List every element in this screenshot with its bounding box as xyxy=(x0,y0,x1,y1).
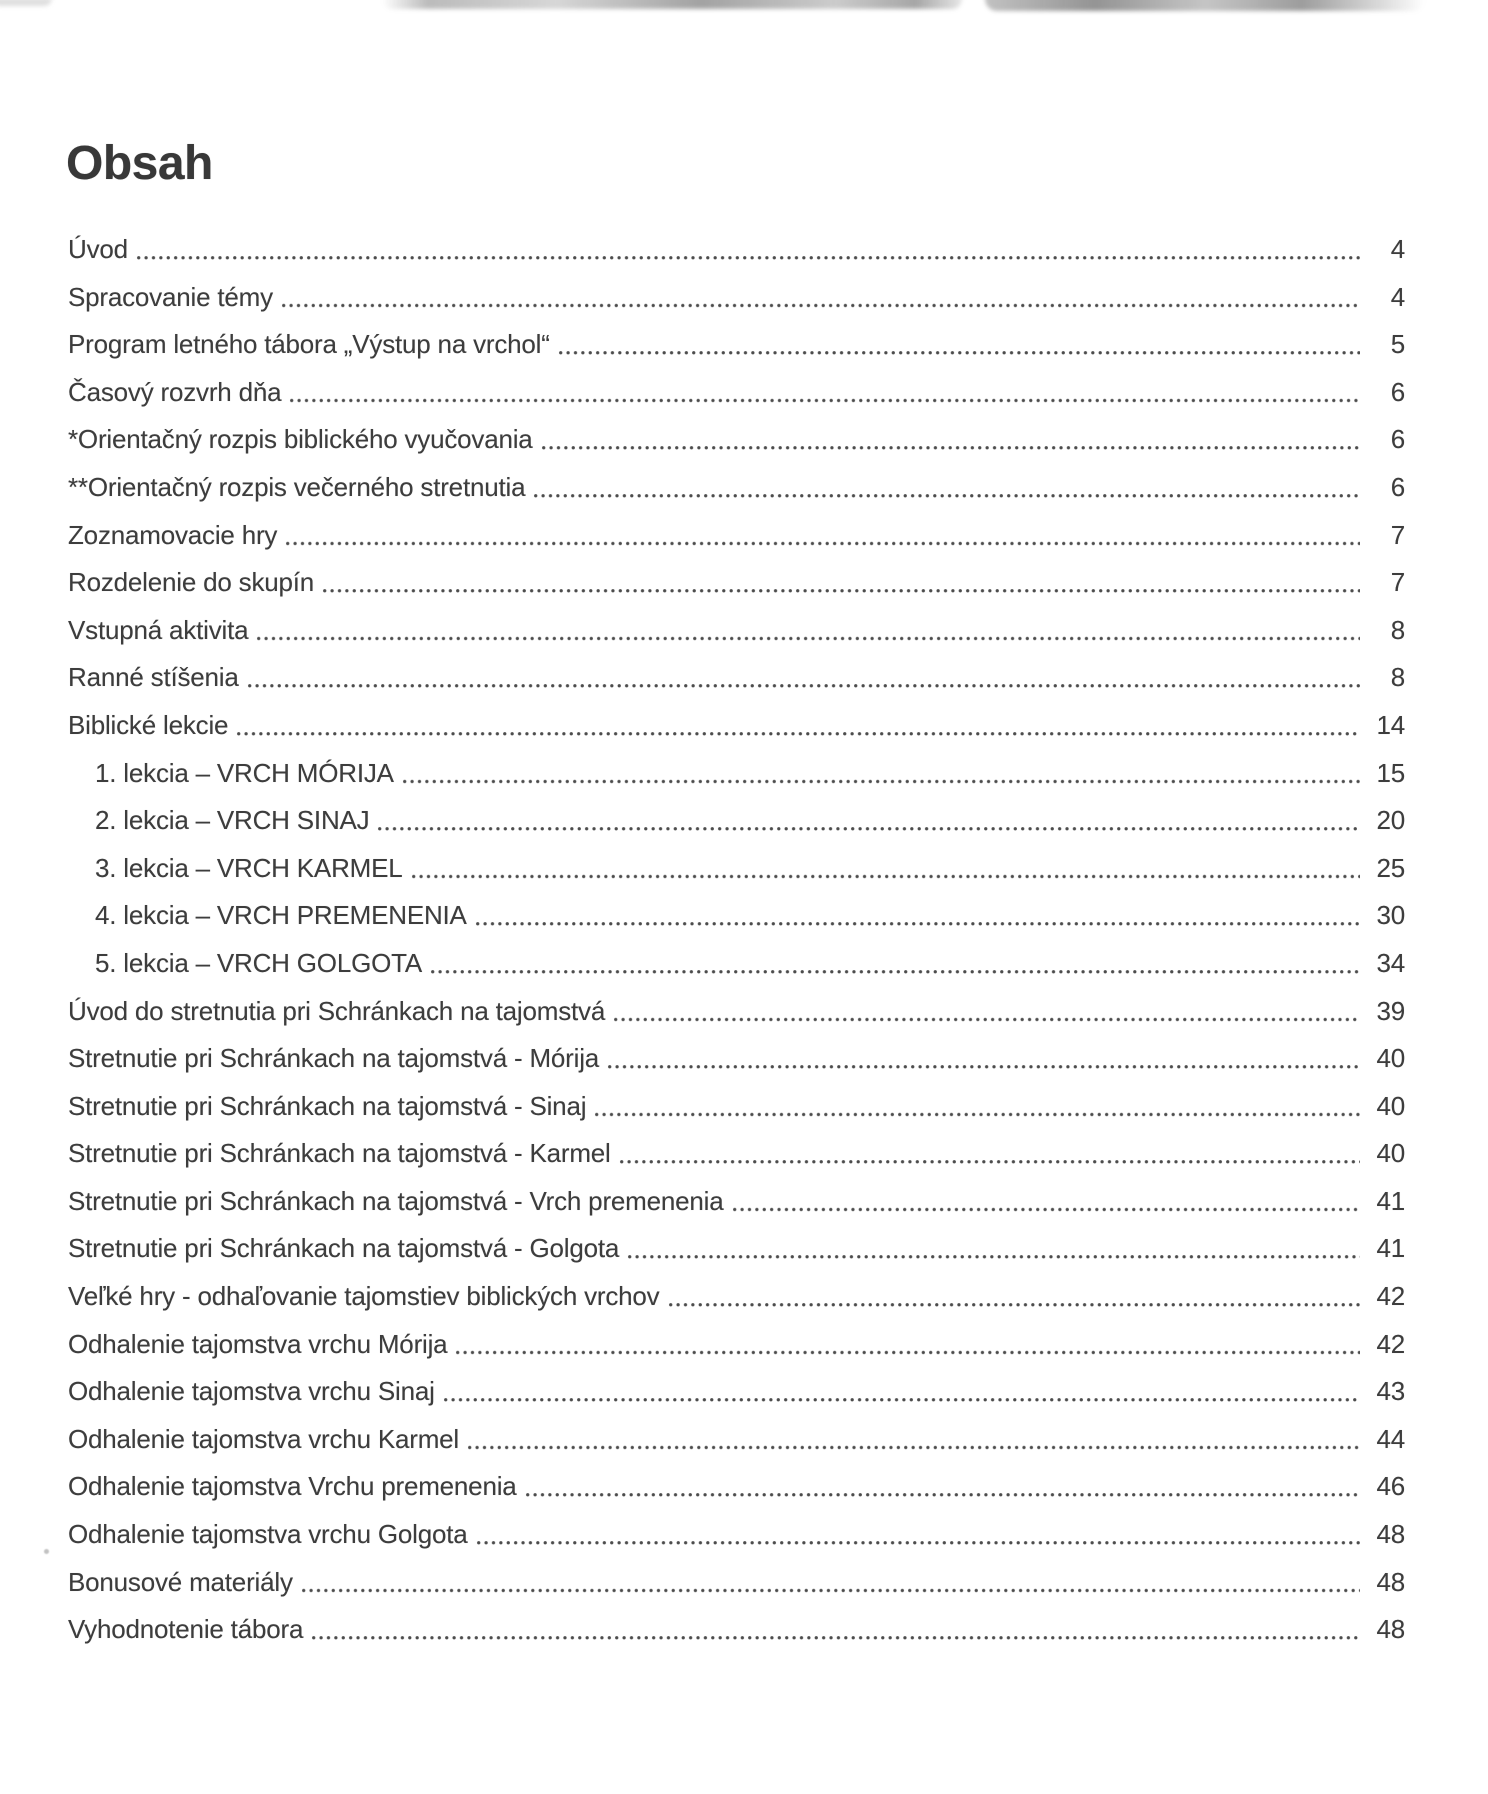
toc-leader-dots xyxy=(246,654,1360,702)
toc-entry-label: Biblické lekcie xyxy=(68,709,229,740)
toc-leader-dots xyxy=(442,1368,1360,1416)
toc-leader-dots xyxy=(454,1321,1360,1369)
toc-leader-dots xyxy=(731,1178,1361,1226)
toc-leader-dots xyxy=(280,274,1360,322)
toc-leader-dots xyxy=(606,1035,1360,1083)
toc-entry xyxy=(68,226,1405,274)
toc-entry-page-number: 40 xyxy=(1376,1090,1405,1121)
toc-leader-dots xyxy=(474,892,1360,940)
toc-entry-page-number: 42 xyxy=(1376,1328,1405,1359)
toc-leader-dots xyxy=(532,464,1360,512)
toc-entry-label: Stretnutie pri Schránkach na tajomstvá - Karmel xyxy=(68,1138,611,1169)
toc-entry-page-number: 8 xyxy=(1390,662,1405,693)
toc-entry-page-number: 20 xyxy=(1376,805,1405,836)
toc-entry-label: 2. lekcia – VRCH SINAJ xyxy=(95,805,370,836)
toc-leader-dots xyxy=(475,1511,1360,1559)
toc-entry-label: Stretnutie pri Schránkach na tajomstvá - Golgota xyxy=(68,1233,620,1264)
toc-entry xyxy=(68,892,1405,940)
toc-entry-label: Vstupná aktivita xyxy=(68,614,249,645)
toc-entry-page-number: 41 xyxy=(1376,1185,1405,1216)
toc-leader-dots xyxy=(235,702,1360,750)
toc-entry xyxy=(68,845,1405,893)
toc-entry xyxy=(68,1035,1405,1083)
toc-entry-page-number: 39 xyxy=(1376,995,1405,1026)
toc-entry-page-number: 30 xyxy=(1376,900,1405,931)
toc-entry-page-number: 48 xyxy=(1376,1614,1405,1645)
toc-entry-label: Časový rozvrh dňa xyxy=(68,376,282,407)
page-title: Obsah xyxy=(66,137,213,190)
toc-leader-dots xyxy=(429,940,1360,988)
toc-entry-page-number: 46 xyxy=(1376,1471,1405,1502)
toc-entry-label: Vyhodnotenie tábora xyxy=(68,1614,304,1645)
toc-entry-page-number: 5 xyxy=(1390,329,1405,360)
toc-leader-dots xyxy=(284,512,1360,560)
toc-entry-page-number: 7 xyxy=(1390,567,1405,598)
toc-entry-page-number: 34 xyxy=(1376,947,1405,978)
toc-entry-label: Zoznamovacie hry xyxy=(68,519,278,550)
toc-leader-dots xyxy=(540,416,1360,464)
toc-entry-label: Spracovanie témy xyxy=(68,281,273,312)
toc-entry-label: Bonusové materiály xyxy=(68,1566,293,1597)
toc-entry xyxy=(68,607,1405,655)
table-of-contents xyxy=(68,226,1405,1654)
scan-smudge-artifact xyxy=(985,0,1425,11)
toc-entry-page-number: 40 xyxy=(1376,1043,1405,1074)
toc-leader-dots xyxy=(557,321,1360,369)
toc-entry-label: Veľké hry - odhaľovanie tajomstiev biblických vrchov xyxy=(68,1281,660,1312)
toc-entry-page-number: 6 xyxy=(1390,376,1405,407)
toc-entry-page-number: 40 xyxy=(1376,1138,1405,1169)
toc-entry xyxy=(68,1559,1405,1607)
toc-entry-label: Odhalenie tajomstva vrchu Sinaj xyxy=(68,1376,435,1407)
toc-leader-dots xyxy=(135,226,1360,274)
toc-leader-dots xyxy=(288,369,1360,417)
toc-leader-dots xyxy=(401,750,1360,798)
scan-speck-artifact xyxy=(44,1549,49,1554)
toc-entry-label: Program letného tábora „Výstup na vrchol“ xyxy=(68,329,550,360)
toc-entry xyxy=(68,321,1405,369)
toc-entry xyxy=(68,464,1405,512)
toc-entry xyxy=(68,274,1405,322)
toc-leader-dots xyxy=(255,607,1360,655)
toc-entry-page-number: 48 xyxy=(1376,1566,1405,1597)
toc-entry xyxy=(68,1178,1405,1226)
toc-leader-dots xyxy=(612,988,1360,1036)
toc-leader-dots xyxy=(618,1130,1360,1178)
toc-entry xyxy=(68,750,1405,798)
toc-entry xyxy=(68,1273,1405,1321)
toc-leader-dots xyxy=(376,797,1360,845)
toc-entry-label: Stretnutie pri Schránkach na tajomstvá - Vrch premenenia xyxy=(68,1185,724,1216)
toc-entry-label: Ranné stíšenia xyxy=(68,662,239,693)
toc-entry-label: **Orientačný rozpis večerného stretnutia xyxy=(68,471,526,502)
toc-entry-label: Odhalenie tajomstva vrchu Golgota xyxy=(68,1519,468,1550)
toc-entry xyxy=(68,797,1405,845)
toc-entry xyxy=(68,1083,1405,1131)
toc-entry xyxy=(68,1463,1405,1511)
toc-entry xyxy=(68,654,1405,702)
toc-entry xyxy=(68,559,1405,607)
toc-entry xyxy=(68,702,1405,750)
toc-entry-label: 1. lekcia – VRCH MÓRIJA xyxy=(95,757,394,788)
scan-smudge-artifact xyxy=(382,0,962,9)
toc-entry-page-number: 6 xyxy=(1390,471,1405,502)
toc-entry-label: Odhalenie tajomstva vrchu Mórija xyxy=(68,1328,448,1359)
toc-entry-page-number: 14 xyxy=(1376,709,1405,740)
toc-entry xyxy=(68,940,1405,988)
toc-entry xyxy=(68,1225,1405,1273)
toc-leader-dots xyxy=(626,1225,1360,1273)
toc-entry-page-number: 42 xyxy=(1376,1281,1405,1312)
toc-entry-page-number: 15 xyxy=(1376,757,1405,788)
scan-smudge-artifact xyxy=(0,0,52,6)
toc-entry-label: Úvod do stretnutia pri Schránkach na tajomstvá xyxy=(68,995,606,1026)
toc-entry xyxy=(68,1130,1405,1178)
toc-entry-page-number: 4 xyxy=(1390,281,1405,312)
toc-entry-page-number: 8 xyxy=(1390,614,1405,645)
toc-leader-dots xyxy=(321,559,1360,607)
toc-entry-label: Stretnutie pri Schránkach na tajomstvá - Sinaj xyxy=(68,1090,587,1121)
toc-entry-label: *Orientačný rozpis biblického vyučovania xyxy=(68,424,533,455)
toc-entry xyxy=(68,1368,1405,1416)
toc-entry-page-number: 7 xyxy=(1390,519,1405,550)
toc-entry xyxy=(68,1416,1405,1464)
toc-entry xyxy=(68,416,1405,464)
toc-entry-label: 4. lekcia – VRCH PREMENENIA xyxy=(95,900,467,931)
toc-leader-dots xyxy=(466,1416,1360,1464)
toc-entry-page-number: 4 xyxy=(1390,234,1405,264)
toc-leader-dots xyxy=(593,1083,1360,1131)
toc-leader-dots xyxy=(667,1273,1361,1321)
toc-entry-page-number: 25 xyxy=(1376,852,1405,883)
toc-entry xyxy=(68,1511,1405,1559)
toc-entry-page-number: 43 xyxy=(1376,1376,1405,1407)
toc-entry xyxy=(68,1321,1405,1369)
toc-entry-label: 3. lekcia – VRCH KARMEL xyxy=(95,852,403,883)
toc-entry-page-number: 48 xyxy=(1376,1519,1405,1550)
toc-entry-label: Úvod xyxy=(68,234,128,264)
toc-entry-label: Odhalenie tajomstva Vrchu premenenia xyxy=(68,1471,517,1502)
toc-entry-page-number: 6 xyxy=(1390,424,1405,455)
toc-entry-label: Stretnutie pri Schránkach na tajomstvá - Mórija xyxy=(68,1043,600,1074)
toc-leader-dots xyxy=(300,1559,1360,1607)
toc-entry xyxy=(68,512,1405,560)
toc-entry xyxy=(68,988,1405,1036)
toc-entry-label: Rozdelenie do skupín xyxy=(68,567,315,598)
toc-entry xyxy=(68,1606,1405,1654)
toc-entry-label: Odhalenie tajomstva vrchu Karmel xyxy=(68,1423,460,1454)
toc-leader-dots xyxy=(310,1606,1360,1654)
toc-leader-dots xyxy=(410,845,1360,893)
toc-leader-dots xyxy=(524,1463,1360,1511)
toc-entry-label: 5. lekcia – VRCH GOLGOTA xyxy=(95,947,423,978)
toc-entry-page-number: 41 xyxy=(1376,1233,1405,1264)
toc-entry xyxy=(68,369,1405,417)
toc-entry-page-number: 44 xyxy=(1376,1423,1405,1454)
